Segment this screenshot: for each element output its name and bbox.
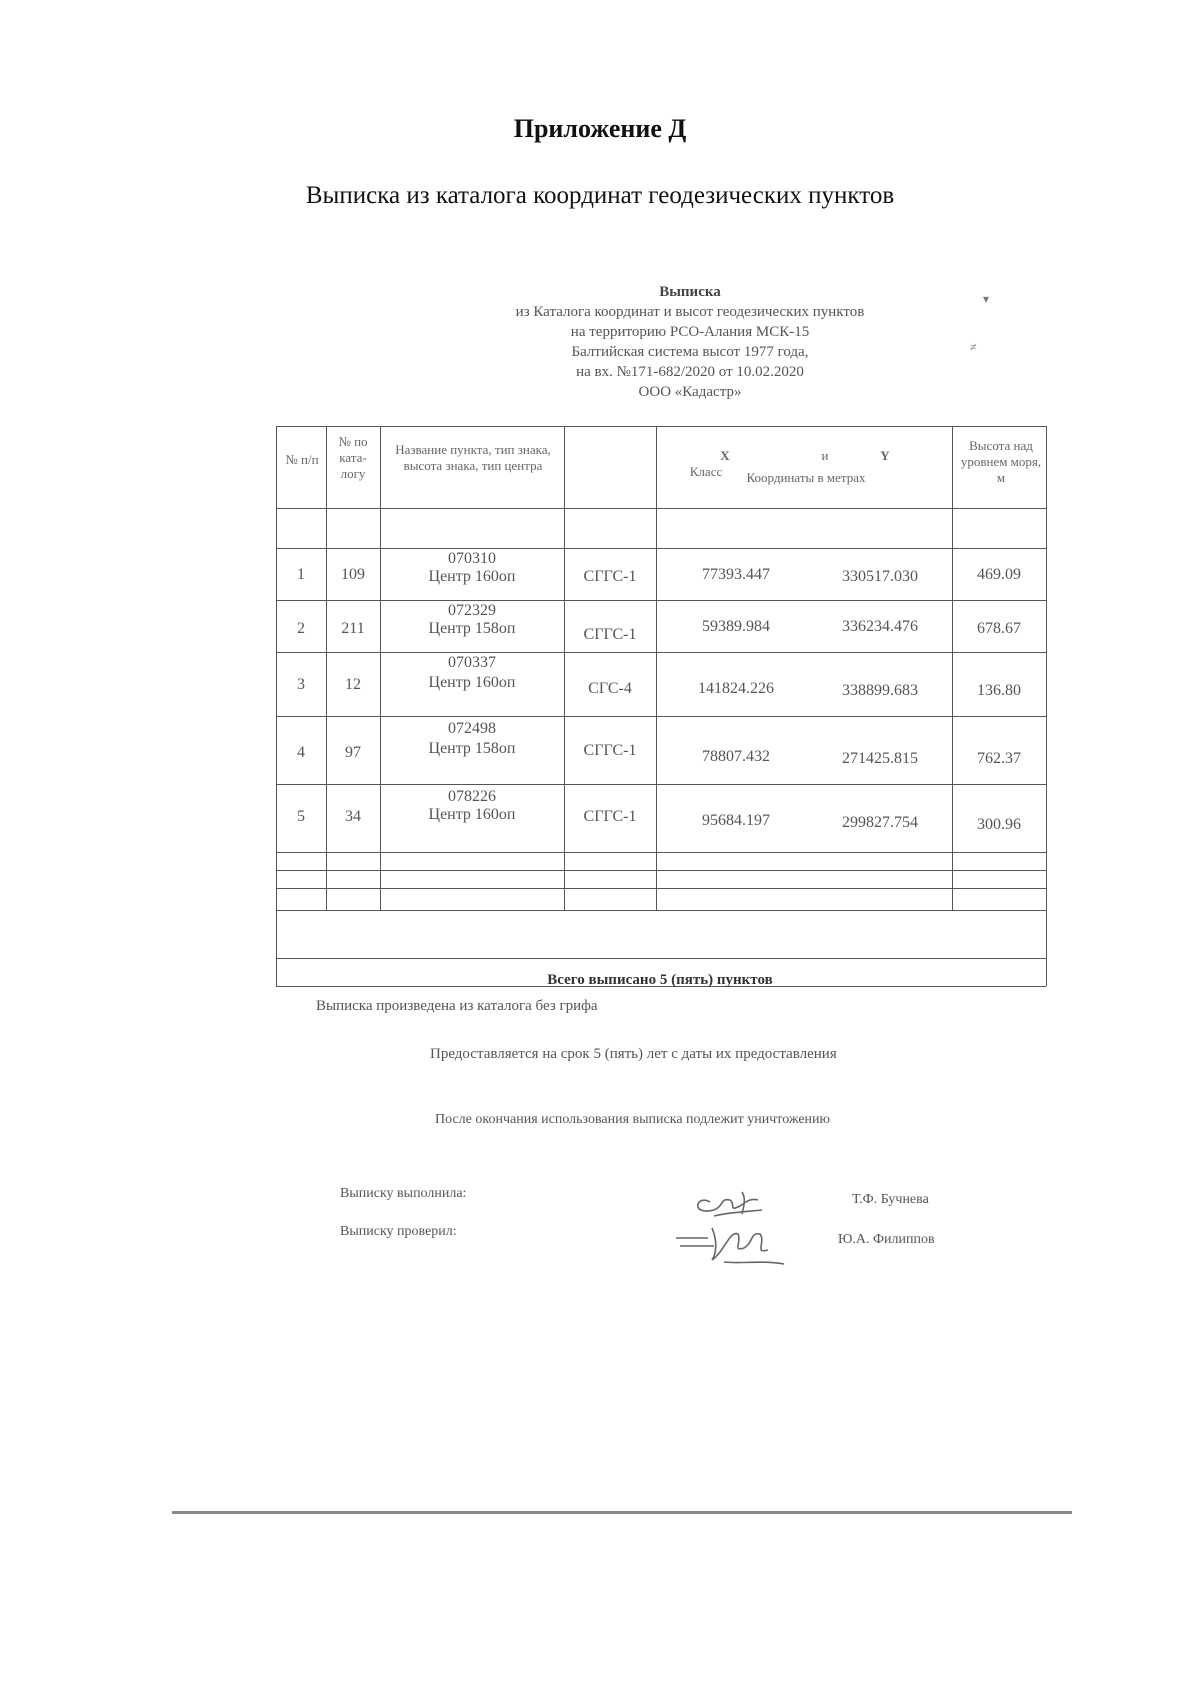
table-grid-line [276,548,1046,549]
table-grid-line [276,870,1046,871]
note-no-stamp: Выписка произведена из каталога без грифа [316,998,598,1014]
cell-catalog: 211 [341,620,365,637]
cell-num: 2 [297,620,305,637]
header-coords: Координаты в метрах [746,470,866,485]
handwritten-signature-checked [672,1212,802,1282]
extract-header-line: ООО «Кадастр» [638,384,742,400]
coordinates-table [270,426,1050,996]
cell-height: 300.96 [977,816,1021,833]
cell-num: 3 [297,676,305,693]
cell-code: 072498 [448,720,496,737]
cell-y: 336234.476 [842,618,918,635]
extract-header-line: Балтийская система высот 1977 года, [571,344,809,360]
cell-y: 338899.683 [842,682,918,699]
table-border [276,426,277,986]
cell-class: СГС-4 [588,680,632,697]
header-name: Название пункта, тип знака, высота знака, тип центра [395,442,551,473]
table-grid-line [952,426,953,910]
table-grid-line [564,426,565,910]
table-border [276,426,1046,427]
cell-x: 95684.197 [702,812,770,829]
checked-label: Выписку проверил: [340,1224,457,1239]
extract-header-line: из Каталога координат и высот геодезических пунктов [515,304,865,320]
header-class: Класс [689,464,723,479]
table-grid-line [276,600,1046,601]
cell-catalog: 12 [345,676,361,693]
note-destroy: После окончания использования выписка подлежит уничтожению [435,1112,831,1127]
page-subtitle: Выписка из каталога координат геодезических пунктов [305,182,895,209]
cell-height: 136.80 [977,682,1021,699]
header-x: X [720,448,730,463]
table-grid-line [276,852,1046,853]
table-grid-line [656,426,657,910]
cell-class: СГГС-1 [583,742,637,759]
header-and: и [821,448,829,463]
extract-header-title: Выписка [659,284,721,300]
cell-num: 4 [297,744,305,761]
cell-height: 469.09 [977,566,1021,583]
cell-center: Центр 160оп [428,568,516,585]
cell-num: 5 [297,808,305,825]
extract-header [390,282,990,402]
cell-catalog: 97 [345,744,361,761]
cell-x: 78807.432 [702,748,770,765]
cell-class: СГГС-1 [583,568,637,585]
table-grid-line [276,716,1046,717]
cell-code: 070310 [448,550,496,567]
cell-catalog: 34 [345,808,361,825]
cell-num: 1 [297,566,305,583]
extract-header-line: на вх. №171-682/2020 от 10.02.2020 [576,364,804,380]
page-title: Приложение Д [513,114,687,143]
header-catalog: № по ката-логу [338,434,368,481]
cell-center: Центр 158оп [428,620,516,637]
performed-name: Т.Ф. Бучнева [852,1192,929,1207]
header-y: Y [880,448,890,463]
performed-label: Выписку выполнила: [340,1186,467,1201]
table-total: Всего выписано 5 (пять) пунктов [547,972,773,988]
cell-x: 141824.226 [698,680,774,697]
table-grid-line [276,784,1046,785]
table-grid-line [276,652,1046,653]
checked-name: Ю.А. Филиппов [838,1232,935,1247]
cell-class: СГГС-1 [583,808,637,825]
note-term: Предоставляется на срок 5 (пять) лет с даты их предоставления [430,1046,837,1062]
cell-catalog: 109 [341,566,365,583]
cell-height: 678.67 [977,620,1021,637]
cell-code: 070337 [448,654,496,671]
cell-code: 078226 [448,788,496,805]
table-grid-line [276,958,1046,959]
extract-header-line: на территорию РСО-Алания МСК-15 [570,324,810,340]
scan-speck: ≠ [970,340,977,354]
header-height: Высота над уровнем моря, м [960,438,1042,485]
cell-y: 299827.754 [842,814,918,831]
cell-code: 072329 [448,602,496,619]
cell-center: Центр 160оп [428,674,516,691]
table-grid-line [276,888,1046,889]
cell-y: 271425.815 [842,750,918,767]
header-num: № п/п [285,452,319,467]
footer-rule [172,1511,1072,1514]
cell-y: 330517.030 [842,568,918,585]
cell-height: 762.37 [977,750,1021,767]
table-grid-line [326,426,327,910]
table-grid-line [276,508,1046,509]
cell-x: 77393.447 [702,566,770,583]
cell-center: Центр 158оп [428,740,516,757]
cell-x: 59389.984 [702,618,770,635]
cell-class: СГГС-1 [583,626,637,643]
scan-speck: ▾ [983,292,990,306]
table-border [1046,426,1047,986]
table-grid-line [276,910,1046,911]
cell-center: Центр 160оп [428,806,516,823]
